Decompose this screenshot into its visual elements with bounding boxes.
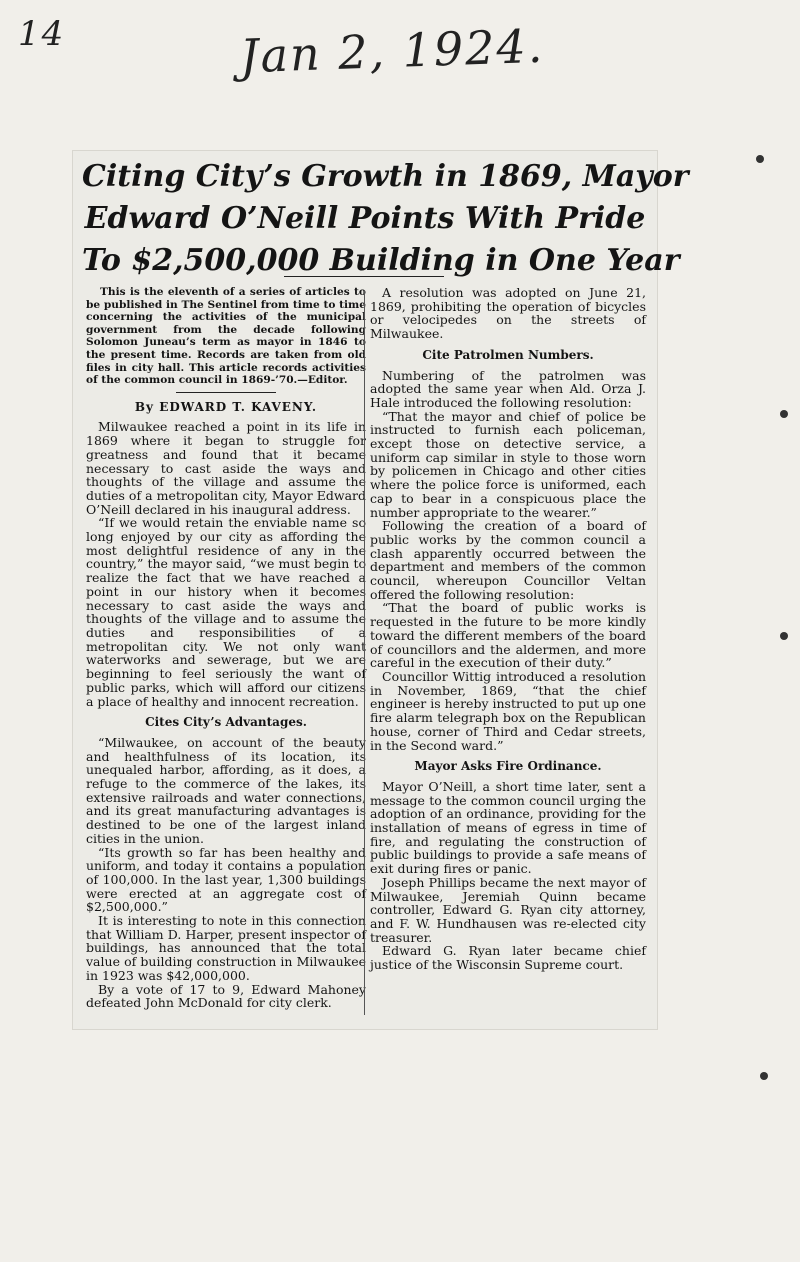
binder-hole [780, 632, 788, 640]
paragraph: Mayor O’Neill, a short time later, sent a message to the common council urging the adoption of an ordinance, providing for the installation of means of egress in time of fire, and regulating the construction of public buildings to provide a safe means of exit during fires or panic. [370, 778, 646, 877]
headline-line-2: Edward O’Neill Points With Pride [84, 201, 646, 236]
column-divider [364, 290, 365, 1015]
subhead: Mayor Asks Fire Ordinance. [414, 759, 602, 774]
paragraph: A resolution was adopted on June 21, 1869, prohibiting the operation of bicycles or velocipedes on the streets of Milwaukee. [370, 285, 646, 342]
headline-line-1: Citing City’s Growth in 1869, Mayor [82, 159, 689, 194]
right-column [370, 286, 646, 972]
headline-line-3: To $2,500,000 Building in One Year [82, 243, 680, 278]
editor-note: This is the eleventh of a series of articles to be published in The Sentinel from time to time concerning the activities of the municipal government from the decade following Solomon Juneau’s term as mayor in 1846 to the present time. Records are taken from old files in city hall. This article records activities of the common council in 1869-’70.—Editor. [86, 286, 366, 387]
subhead: Cites City’s Advantages. [145, 715, 307, 730]
paragraph: Councillor Wittig introduced a resolution in November, 1869, “that the chief engineer is hereby instructed to put up one fire alarm telegraph box on the Republican house, corner of Third and Cedar streets, in the Second ward.” [370, 668, 646, 753]
paragraph: “That the mayor and chief of police be instructed to furnish each policeman, except those on detective service, a uniform cap similar in style to those worn by policemen in Chicago and other cities where the police force is uniformed, each cap to bear in a conspicuous place the number appropriate to the wearer.” [370, 408, 646, 520]
paragraph: “If we would retain the enviable name so long enjoyed by our city as affording the most delightful residence of any in the country,” the mayor said, “we must begin to realize the fact that we have reached a point in our history when it becomes necessary to cast aside the ways and thoughts of the village and to assume the duties and responsibilities of a metropolitan city. We not only want waterworks and sewerage, but we are beginning to feel seriously the want of public parks, which will afford our citizens a place of healthy and innocent recreation. [86, 515, 366, 709]
handwritten-date-annotation: Jan 2, 1924. [239, 18, 546, 84]
binder-hole [756, 155, 764, 163]
paragraph: By a vote of 17 to 9, Edward Mahoney defeated John McDonald for city clerk. [86, 981, 366, 1011]
editor-note-rule [176, 392, 276, 393]
paragraph: “Its growth so far has been healthy and uniform, and today it contains a population of 100,000. In the last year, 1,300 buildings were erected at an aggregate cost of $2,500,000.” [86, 844, 366, 915]
headline-rule [284, 276, 444, 277]
paragraph: Joseph Phillips became the next mayor of Milwaukee, Jeremiah Quinn became controller, Edward G. Ryan city attorney, and F. W. Hundhausen was re-elected city treasurer. [370, 874, 646, 945]
subhead: Cite Patrolmen Numbers. [422, 347, 594, 362]
headline [82, 156, 689, 282]
byline: By EDWARD T. KAVENY. [134, 399, 318, 414]
page-number-annotation: 14 [18, 14, 66, 54]
binder-hole [780, 410, 788, 418]
paragraph: “Milwaukee, on account of the beauty and healthfulness of its location, its unequaled harbor, affording, as it does, a refuge to the commerce of the lakes, its extensive railroads and water connections, and its great manufacturing advantages is destined to be one of the largest inland cities in the union. [86, 734, 366, 846]
binder-hole [760, 1072, 768, 1080]
paragraph: Numbering of the patrolmen was adopted the same year when Ald. Orza J. Hale introduced the following resolution: [370, 367, 646, 410]
newspaper-clipping [72, 150, 689, 1030]
left-column [86, 286, 366, 1010]
paragraph: Following the creation of a board of public works by the common council a clash apparently occurred between the department and members of the common council, whereupon Councillor Veltan offered the following resolution: [370, 518, 646, 602]
paragraph: “That the board of public works is requested in the future to be more kindly toward the different members of the board of councillors and the aldermen, and more careful in the execution of their duty.” [370, 600, 646, 671]
paragraph: Edward G. Ryan later became chief justice of the Wisconsin Supreme court. [370, 943, 646, 973]
paragraph: Milwaukee reached a point in its life in 1869 where it began to struggle for greatness and found that it became necessary to cast aside the ways and thoughts of the village and assume the duties of a metropolitan city, Mayor Edward O’Neill declared in his inaugural address. [86, 419, 366, 517]
paragraph: It is interesting to note in this connection that William D. Harper, present inspector of buildings, has announced that the total value of building construction in Milwaukee in 1923 was $42,000,000. [86, 913, 366, 983]
